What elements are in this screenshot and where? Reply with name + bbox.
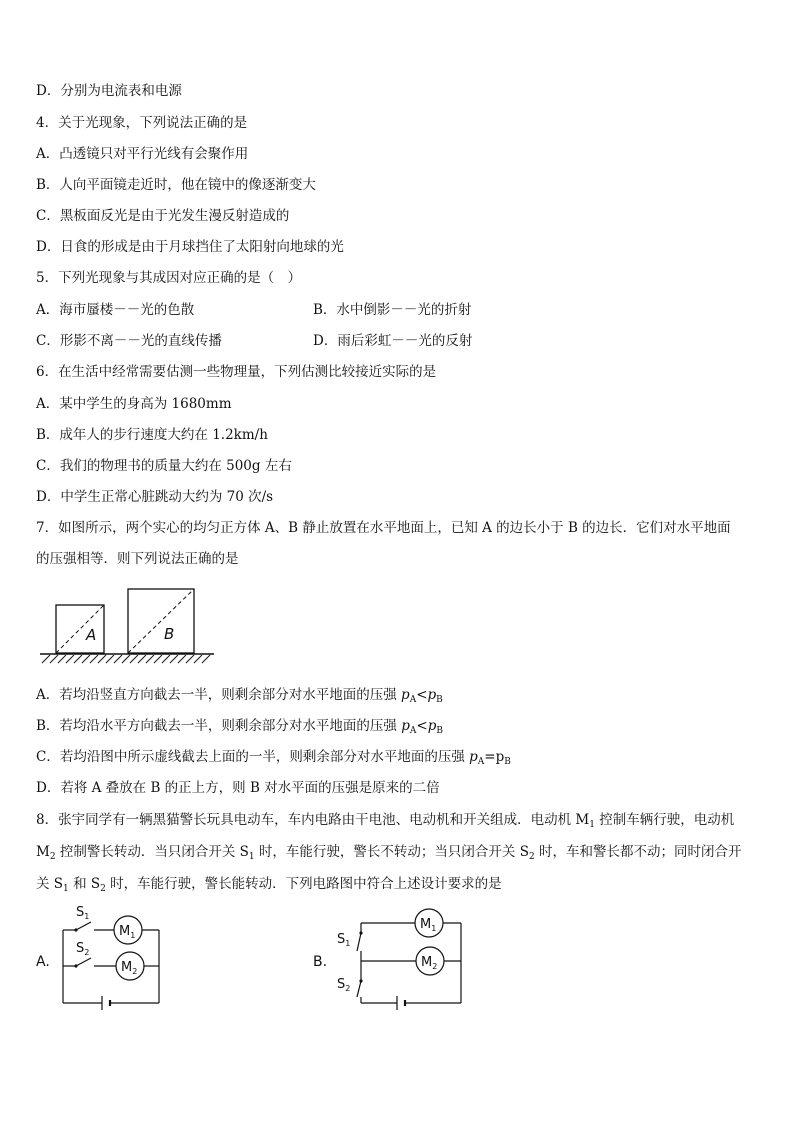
q7-option-d: D．若将 A 叠放在 B 的正上方，则 B 对水平面的压强是原来的二倍: [36, 780, 440, 796]
circuit-b: [313, 905, 473, 1010]
q7-option-b: B．若均沿水平方向截去一半，则剩余部分对水平地面的压强 $p_A<p_B$: [36, 718, 443, 736]
q7-cubes-figure: [38, 585, 218, 670]
q5-stem: 5．下列光现象与其成因对应正确的是（ ）: [36, 270, 302, 286]
q8-stem-line2: $M_2$ 控制警长转动．当只闭合开关 $S_1$ 时，车能行驶，警长不转动；当只闭合开关 $S_2$ 时，车和警长都不动；同时闭合开: [36, 844, 742, 862]
switch-s1-label: $S_1$: [76, 905, 90, 921]
switch-s1-contact: [359, 931, 362, 934]
cube-b-label: B: [164, 625, 175, 643]
switch-s1-label: $S_1$: [337, 932, 351, 948]
motor-m2-label: $M_2$: [121, 960, 138, 976]
q7-stem-line2: 的压强相等．则下列说法正确的是: [36, 551, 239, 567]
q5-option-a: A．海市蜃楼－－光的色散: [36, 302, 195, 318]
motor-m2-label: $M_2$: [421, 955, 438, 971]
circuit-a: [36, 900, 176, 1010]
switch-s2-contact: [359, 979, 362, 982]
motor-m1-label: $M_1$: [420, 917, 437, 933]
q4-option-a: A．凸透镜只对平行光线有会聚作用: [36, 146, 249, 162]
cube-a-diagonal: [56, 605, 104, 653]
q8-stem-line3: 关 $S_1$ 和 $S_2$ 时，车能行驶，警长能转动．下列电路图中符合上述设计要求的是: [36, 876, 502, 894]
circuit-b-option-label: B.: [313, 954, 328, 970]
q8-stem-line1: 8．张宇同学有一辆黑猫警长玩具电动车，车内电路由干电池、电动机和开关组成．电动机 $M_1$ 控制车辆行驶，电动机: [36, 812, 735, 830]
q5-option-b: B．水中倒影－－光的折射: [313, 302, 472, 318]
q3-option-d: D．分别为电流表和电源: [36, 83, 182, 99]
motor-m1-label: $M_1$: [119, 924, 136, 940]
switch-s2-contact: [74, 964, 77, 967]
cube-b-diagonal: [128, 589, 194, 653]
q6-option-d: D．中学生正常心脏跳动大约为 70 次/s: [36, 489, 274, 505]
q7-option-c: C．若均沿图中所示虚线截去上面的一半，则剩余部分对水平地面的压强 $p_A=p_B$: [36, 749, 511, 767]
q4-option-c: C．黑板面反光是由于光发生漫反射造成的: [36, 208, 290, 224]
q5-option-c: C．形影不离－－光的直线传播: [36, 333, 222, 349]
q7-option-a: A．若均沿竖直方向截去一半，则剩余部分对水平地面的压强 $p_A<p_B$: [36, 687, 443, 705]
q4-option-b: B．人向平面镜走近时，他在镜中的像逐渐变大: [36, 177, 316, 193]
q6-stem: 6．在生活中经常需要估测一些物理量，下列估测比较接近实际的是: [36, 364, 437, 380]
q4-stem: 4．关于光现象，下列说法正确的是: [36, 115, 248, 131]
q6-option-a: A．某中学生的身高为 1680mm: [36, 396, 232, 412]
circuit-a-option-label: A.: [36, 954, 50, 970]
q5-option-d: D．雨后彩虹－－光的反射: [313, 333, 473, 349]
cube-a-label: A: [86, 626, 97, 644]
switch-s1-contact: [74, 928, 77, 931]
q4-option-d: D．日食的形成是由于月球挡住了太阳射向地球的光: [36, 239, 344, 255]
q6-option-c: C．我们的物理书的质量大约在 500g 左右: [36, 458, 292, 474]
q7-stem-line1: 7．如图所示，两个实心的均匀正方体 A、B 静止放置在水平地面上，已知 A 的边长小于 B 的边长．它们对水平地面: [36, 520, 731, 536]
switch-s2-label: $S_2$: [76, 941, 90, 957]
q6-option-b: B．成年人的步行速度大约在 1.2km/h: [36, 427, 268, 443]
switch-s2-label: $S_2$: [337, 977, 351, 993]
ground-hatching: [42, 655, 210, 663]
